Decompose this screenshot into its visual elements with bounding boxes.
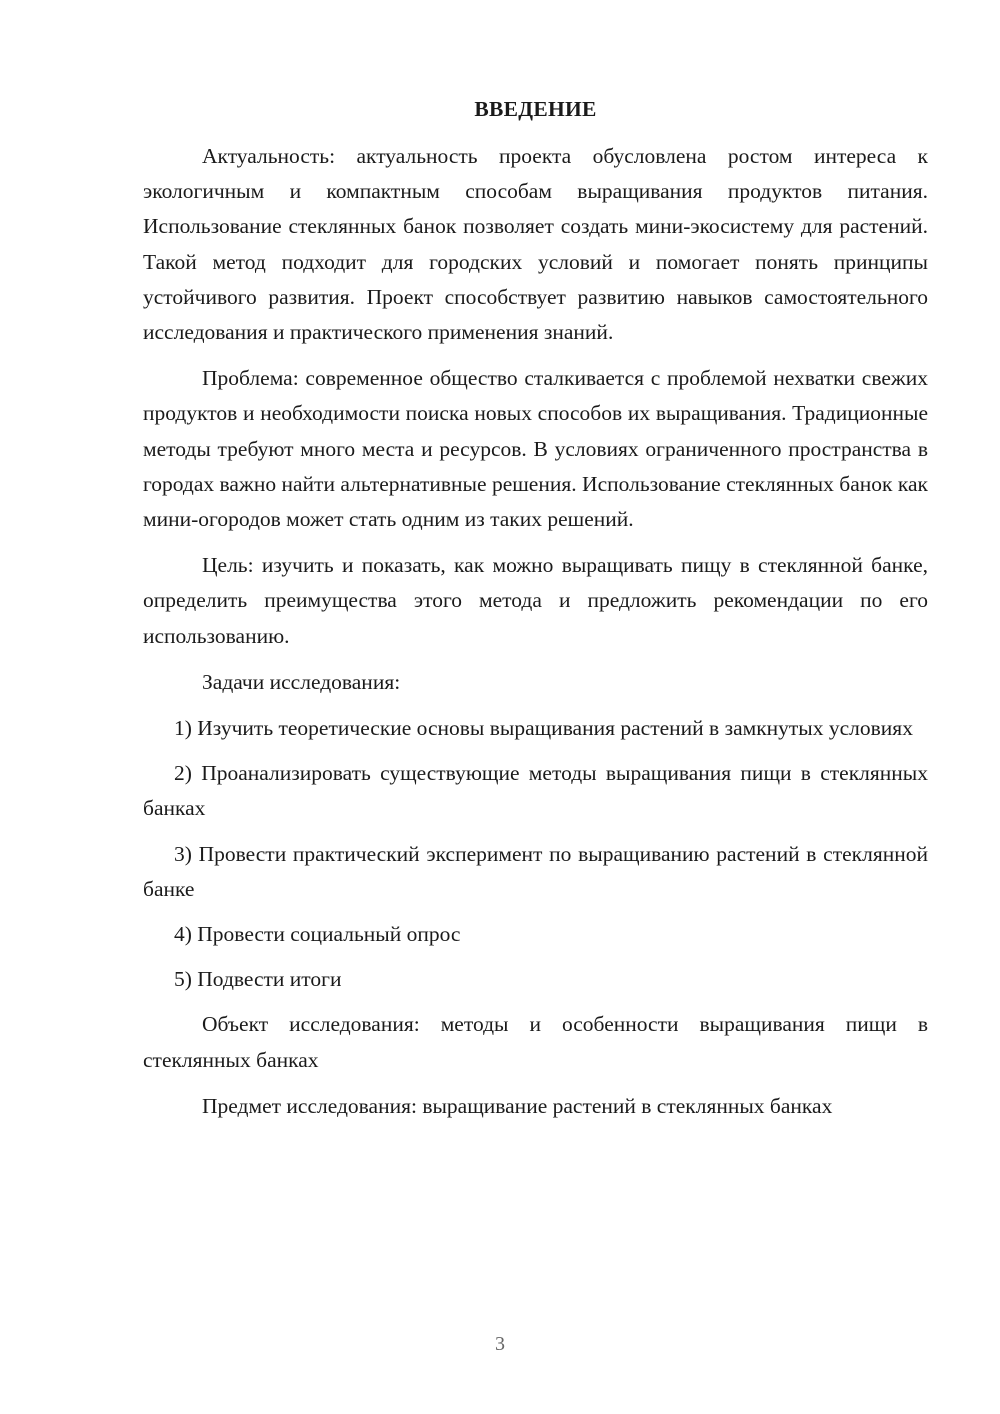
task-item-1: 1) Изучить теоретические основы выращивания растений в замкнутых условиях: [174, 716, 913, 741]
problem-paragraph: Проблема: современное общество сталкивается с проблемой нехватки свежих продуктов и необходимости поиска новых способов их выращивания. Традиционные методы требуют много места и ресурсов. В условиях ограниченного пространства в городах важно найти альтернативные решения. Использование стеклянных банок как мини-огородов может стать одним из таких решений.: [143, 366, 928, 532]
task-item-4: 4) Провести социальный опрос: [174, 922, 461, 947]
object-paragraph: Объект исследования: методы и особенности выращивания пищи в стеклянных банках: [143, 1012, 928, 1072]
task-item-5: 5) Подвести итоги: [174, 967, 342, 992]
page-number: 3: [495, 1333, 505, 1355]
tasks-heading: Задачи исследования:: [202, 669, 401, 694]
goal-paragraph: Цель: изучить и показать, как можно выращивать пищу в стеклянной банке, определить преимущества этого метода и предложить рекомендации по его использованию.: [143, 553, 928, 648]
subject-paragraph: Предмет исследования: выращивание растений в стеклянных банках: [202, 1093, 833, 1118]
tasks-list: [143, 711, 928, 997]
section-title: ВВЕДЕНИЕ: [474, 97, 597, 121]
task-item-3: 3) Провести практический эксперимент по выращиванию растений в стеклянной банке: [143, 841, 928, 901]
relevance-paragraph: Актуальность: актуальность проекта обусловлена ростом интереса к экологичным и компактным способам выращивания продуктов питания. Использование стеклянных банок позволяет создать мини-экосистему для растений. Такой метод подходит для городских условий и помогает понять принципы устойчивого развития. Проект способствует развитию навыков самостоятельного исследования и практического применения знаний.: [143, 144, 928, 345]
document-page: [143, 92, 928, 1124]
task-item-2: 2) Проанализировать существующие методы выращивания пищи в стеклянных банках: [143, 761, 928, 821]
